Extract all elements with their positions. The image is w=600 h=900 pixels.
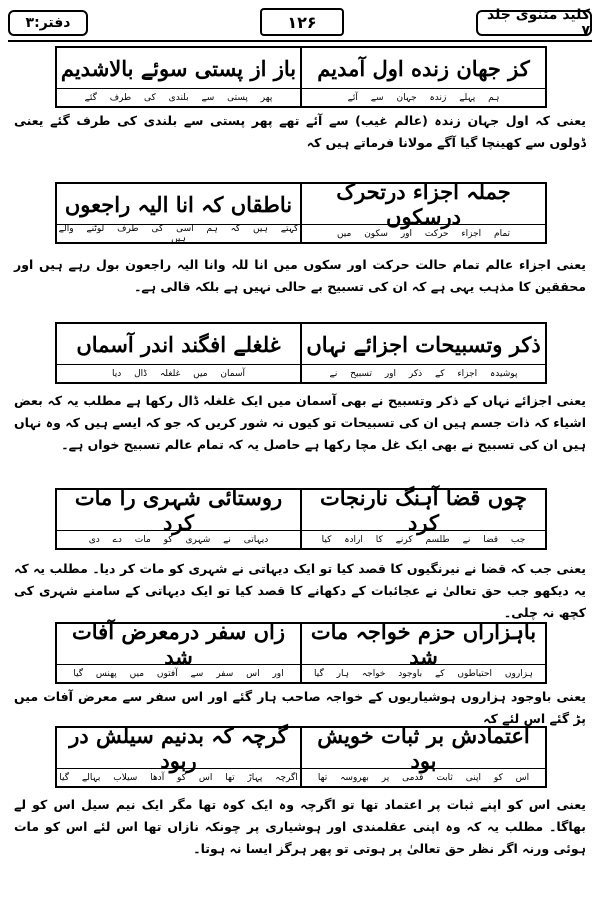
section-label-box [8,10,88,36]
commentary-5: یعنی باوجود ہزاروں ہوشیاریوں کے خواجہ صاحب ہار گئے اور اس سفر سے معرض آفات میں پڑ گئے اس لئے کہ [14,689,586,726]
commentary-6: یعنی اس کو اپنے ثبات پر اعتماد تھا تو اگرچہ وہ ایک کوہ تھا مگر ایک نیم سیل اس کو لے بھاگا۔ مطلب یہ کہ وہ اپنی عقلمندی اور ہوشیاری پر چونکہ نازاں تھا اس لئے اس کو مات ہوئی ورنہ اگر نظر حق تعالیٰ پر ہوتی تو پھر ہرگز ایسا نہ ہوتا۔ [14,797,586,856]
verse-5-gloss-right: ہزاروں احتیاطوں کے باوجود خواجہ ہار گیا [302,664,545,682]
verse-5-gloss-left: اور اس سفر سے آفتوں میں پھنس گیا [57,664,302,682]
commentary-3: یعنی اجزائے نہاں کے ذکر وتسبیح نے بھی آسمان میں ایک غلغلہ ڈال رکھا ہے مطلب یہ کہ بعض اشیاء کہ ذات جسم ہیں ان کی تسبیحات تو کیوں نہ شور کریں کہ جو کہ ایسے ہیں کہ وہ نہاں ہیں ان کی تسبیح نے بھی ایک غل مچا رکھا ہے حاصل یہ کہ تمام عالم تسبیح خواں ہے۔ [14,393,586,452]
verse-1-right: کز جهان زنده اول آمدیم [317,55,530,81]
header-rule [8,40,592,42]
page-number: ۱۲۶ [287,12,317,32]
verse-2-gloss-right: تمام اجزاء حرکت اور سکون میں [302,224,545,242]
section-label: دفتر:۳ [25,15,71,31]
verse-4-left: روستائی شہری را مات کرد [57,490,302,530]
verse-1-gloss-left: پھر پستی سے بلندی کی طرف گئے [57,88,302,106]
verse-3-gloss-right: پوشیدہ اجزاء کے ذکر اور تسبیح نے [302,364,545,382]
commentary-1: یعنی کہ اول جہان زندہ (عالم غیب) سے آئے تھے پھر پستی سے بلندی کی طرف گئے یعنی ڈولوں سے کھینچا گیا آگے مولانا فرماتے ہیں کہ [14,113,586,150]
verse-table-5 [55,619,547,684]
verse-6-right: اعتمادش بر ثبات خویش بود [317,723,530,773]
verse-table-4 [55,485,547,550]
verse-table-2 [55,179,547,244]
verse-table-3 [55,322,547,384]
verse-2-left: ناطقاں کہ انا الیہ راجعوں [57,184,302,224]
verse-2-gloss-left: کہتے ہیں کہ ہم اسی کی طرف لوٹنے والے ہیں [57,224,302,242]
page-number-box [260,8,344,36]
verse-4-gloss-right: جب قضا نے طلسم کرنے کا ارادہ کیا [302,530,545,548]
verse-3-left: غلغلے افگند اندر آسماں [57,324,302,364]
commentary-2: یعنی اجزاء عالم تمام حالت حرکت اور سکوں میں انا للہ وانا الیہ راجعون بول رہے ہیں اور محققین کا مذہب یہی ہے کہ ان کی تسبیح بے حالی نہیں ہے بلکہ قالی ہے۔ [14,257,586,294]
verse-4-right: چوں قضا آہنگ نارنجات کرد [319,485,528,535]
verse-3-gloss-left: آسمان میں غلغلہ ڈال دیا [57,364,302,382]
verse-3-right: ذکر وتسبیحات اجزائے نہاں [306,331,541,357]
verse-table-1 [55,46,547,108]
verse-table-6 [55,723,547,788]
verse-5-right: باہزاراں حزم خواجہ مات شد [310,619,537,669]
book-title-box [476,7,592,39]
verse-5-left: زاں سفر درمعرض آفات شد [57,624,302,664]
verse-2-right: جملہ اجزاء درتحرک درسکوں [336,179,511,229]
commentary-4: یعنی جب کہ قضا نے نیرنگیوں کا قصد کیا تو ایک دیہاتی نے شہری کو مات کر دیا۔ مطلب یہ کہ یہ دیکھو جب حق تعالیٰ نے عجائبات کے دکھانے کا قصد کیا تو ایک دیہاتی کے سامنے شہری کی کچھ نہ چلی۔ [14,561,586,620]
page-header [8,8,592,38]
verse-6-gloss-left: اگرچہ پہاڑ تھا اس کو آدھا سیلاب بہالے گیا [57,768,302,786]
verse-1-gloss-right: ہم پہلے زندہ جہان سے آئے [302,88,545,106]
verse-6-left: گرچہ کہ بدنیم سیلش در ربود [57,728,302,768]
verse-6-gloss-right: اس کو اپنی ثابت قدمی پر بھروسہ تھا [302,768,545,786]
verse-4-gloss-left: دیہاتی نے شہری کو مات دے دی [57,530,302,548]
verse-1-left: باز از پستی سوئے بالاشدیم [57,48,302,88]
book-title: کلید مثنوی جلد ۷ [486,7,590,39]
